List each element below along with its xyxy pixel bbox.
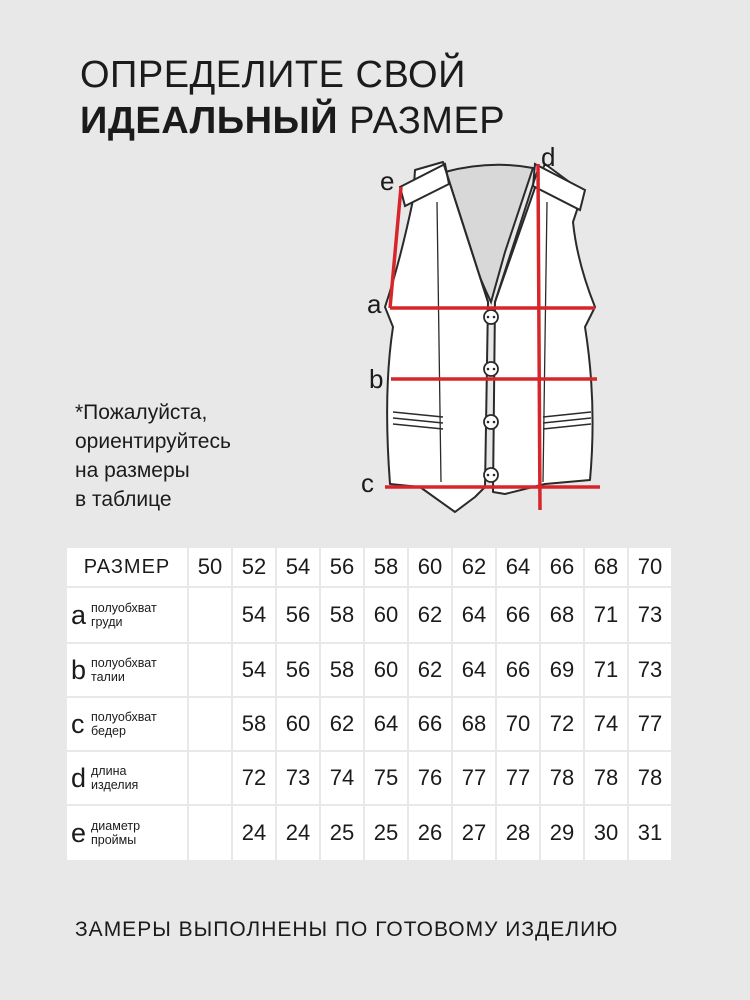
- button-4: [484, 468, 498, 482]
- table-cell: [189, 806, 231, 860]
- table-cell: 78: [541, 752, 583, 804]
- table-row-b: [67, 644, 671, 696]
- table-cell: 73: [629, 644, 671, 696]
- vest-svg: [355, 142, 615, 522]
- table-row-e: [67, 806, 671, 860]
- table-row-c: [67, 698, 671, 750]
- title-bold-word: ИДЕАЛЬНЫЙ: [80, 100, 339, 142]
- table-cell: 75: [365, 752, 407, 804]
- table-cell: 25: [365, 806, 407, 860]
- table-cell: 71: [585, 588, 627, 642]
- table-cell: 58: [321, 588, 363, 642]
- table-cell: 70: [497, 698, 539, 750]
- table-cell: 66: [497, 644, 539, 696]
- row-desc: [91, 710, 157, 738]
- table-cell: 62: [409, 644, 451, 696]
- row-desc-line: полуобхват: [91, 601, 157, 615]
- table-cell: [189, 698, 231, 750]
- table-cell: 71: [585, 644, 627, 696]
- table-cell: 68: [453, 698, 495, 750]
- row-desc: [91, 601, 157, 629]
- row-desc-line: изделия: [91, 778, 139, 792]
- label-b: b: [369, 364, 384, 394]
- table-cell: 72: [541, 698, 583, 750]
- header-size: 58: [365, 548, 407, 586]
- header-size: 50: [189, 548, 231, 586]
- table-cell: 64: [453, 644, 495, 696]
- label-c: c: [361, 468, 374, 498]
- row-desc-line: талии: [91, 670, 125, 684]
- table-cell: 58: [321, 644, 363, 696]
- table-cell: 31: [629, 806, 671, 860]
- table-header-row: [67, 548, 671, 586]
- header-size: 62: [453, 548, 495, 586]
- note-line: ориентируйтесь: [75, 430, 231, 453]
- footer-note: ЗАМЕРЫ ВЫПОЛНЕНЫ ПО ГОТОВОМУ ИЗДЕЛИЮ: [75, 918, 619, 941]
- row-letter: b: [71, 654, 87, 685]
- row-desc-line: проймы: [91, 833, 137, 847]
- button-1: [484, 310, 498, 324]
- note-line: *Пожалуйста,: [75, 401, 208, 424]
- table-cell: 77: [629, 698, 671, 750]
- table-cell: 58: [233, 698, 275, 750]
- table-cell: 54: [233, 644, 275, 696]
- table-cell: 64: [453, 588, 495, 642]
- note-line: на размеры: [75, 459, 190, 482]
- table-cell: [189, 588, 231, 642]
- table-cell: 74: [321, 752, 363, 804]
- label-a: a: [367, 289, 382, 319]
- row-desc: [91, 764, 138, 792]
- size-note: [75, 398, 231, 514]
- table-cell: 77: [497, 752, 539, 804]
- row-desc: [91, 819, 140, 847]
- table-cell: 30: [585, 806, 627, 860]
- table-cell: 69: [541, 644, 583, 696]
- table-cell: 56: [277, 644, 319, 696]
- row-desc-line: груди: [91, 615, 123, 629]
- table-cell: 54: [233, 588, 275, 642]
- title-line-1: ОПРЕДЕЛИТЕ СВОЙ: [80, 54, 466, 96]
- table-cell: 78: [629, 752, 671, 804]
- table-cell: 73: [629, 588, 671, 642]
- header-size: 66: [541, 548, 583, 586]
- row-desc-line: полуобхват: [91, 710, 157, 724]
- row-label: [67, 698, 187, 750]
- table-cell: 56: [277, 588, 319, 642]
- table-cell: 24: [277, 806, 319, 860]
- table-cell: 64: [365, 698, 407, 750]
- table-cell: 66: [497, 588, 539, 642]
- header-size: 68: [585, 548, 627, 586]
- table-cell: 74: [585, 698, 627, 750]
- table-cell: 62: [409, 588, 451, 642]
- header-size: 60: [409, 548, 451, 586]
- label-e: e: [380, 166, 395, 196]
- table-cell: 72: [233, 752, 275, 804]
- vest-diagram: [355, 142, 615, 522]
- note-line: в таблице: [75, 488, 172, 511]
- header-size: 52: [233, 548, 275, 586]
- page-title: [80, 52, 505, 144]
- table-cell: 66: [409, 698, 451, 750]
- table-cell: [189, 644, 231, 696]
- table-cell: 60: [277, 698, 319, 750]
- row-label: [67, 806, 187, 860]
- header-size: 70: [629, 548, 671, 586]
- row-label: [67, 644, 187, 696]
- header-size: 56: [321, 548, 363, 586]
- table-cell: 29: [541, 806, 583, 860]
- row-letter: d: [71, 762, 87, 793]
- row-desc-line: диаметр: [91, 819, 141, 833]
- table-cell: 28: [497, 806, 539, 860]
- table-cell: 76: [409, 752, 451, 804]
- table-cell: 77: [453, 752, 495, 804]
- row-letter: e: [71, 817, 87, 848]
- table-cell: 60: [365, 644, 407, 696]
- table-cell: 62: [321, 698, 363, 750]
- row-letter: c: [71, 708, 85, 739]
- title-rest: РАЗМЕР: [338, 100, 506, 142]
- table-cell: 73: [277, 752, 319, 804]
- header-size: 54: [277, 548, 319, 586]
- table-cell: 24: [233, 806, 275, 860]
- row-label: [67, 588, 187, 642]
- row-letter: a: [71, 599, 87, 630]
- row-label: [67, 752, 187, 804]
- table-cell: 68: [541, 588, 583, 642]
- row-desc: [91, 656, 157, 684]
- table-cell: 27: [453, 806, 495, 860]
- title-line-2: [80, 98, 505, 144]
- table-cell: [189, 752, 231, 804]
- row-desc-line: бедер: [91, 724, 126, 738]
- table-cell: 26: [409, 806, 451, 860]
- table-cell: 60: [365, 588, 407, 642]
- header-label: РАЗМЕР: [67, 548, 187, 586]
- table-cell: 78: [585, 752, 627, 804]
- row-desc-line: длина: [91, 764, 127, 778]
- table-cell: 25: [321, 806, 363, 860]
- header-size: 64: [497, 548, 539, 586]
- label-d: d: [541, 142, 556, 172]
- table-row-a: [67, 588, 671, 642]
- button-2: [484, 362, 498, 376]
- button-3: [484, 415, 498, 429]
- table-row-d: [67, 752, 671, 804]
- measure-line-d: [538, 164, 540, 510]
- size-table: [65, 546, 673, 862]
- row-desc-line: полуобхват: [91, 656, 157, 670]
